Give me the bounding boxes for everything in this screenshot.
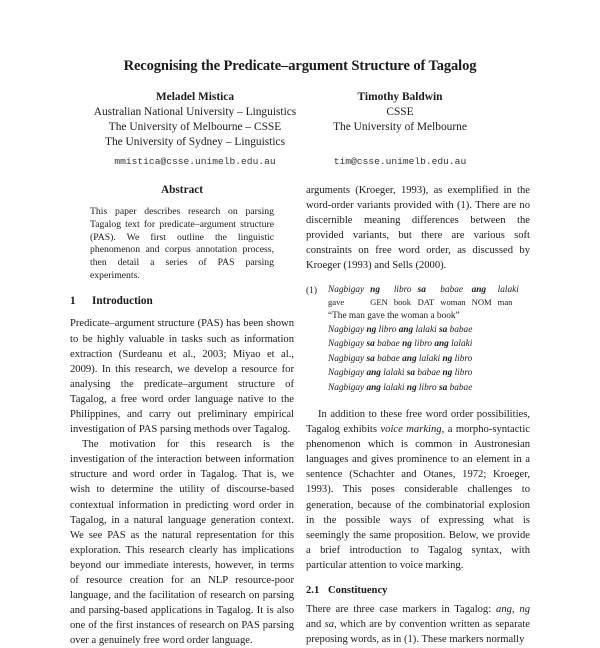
gloss-word: libro xyxy=(393,284,412,295)
body-paragraph: arguments (Kroeger, 1993), as exemplified in the word-order variants provided with (1). There are no discernible meaning differences between the provided variants, but there are various soft constraints on free word order, as discussed by Kroeger (1993) and Sells (2000). xyxy=(306,185,530,272)
example-number: (1) xyxy=(306,285,318,296)
author-block-1 xyxy=(70,90,320,169)
gloss-label: gave xyxy=(328,297,345,308)
author-affiliation: Australian National University – Linguistics xyxy=(93,106,297,118)
author-email: mmistica@csse.unimelb.edu.au xyxy=(114,156,276,167)
subsection-number: 2.1 xyxy=(306,585,320,597)
interlinear-gloss xyxy=(328,284,525,309)
body-paragraph: In addition to these free word order possibilities, Tagalog exhibits voice marking, a morpho-syntactic phenomenon which is common in Austronesian languages and gives prominence to an element in a sentence (Schachter and Otanes, 1972; Kroeger, 1993). This poses considerable challenges to generation, because of the combinatorial explosion in the possible ways of expressing what is seemingly the same proposition. Below, we provide a brief introduction to Tagalog syntax, with particular attention to voice marking. xyxy=(306,409,530,571)
author-affiliation: CSSE xyxy=(386,106,414,118)
author-affiliation: The University of Melbourne xyxy=(333,121,467,133)
paper-title: Recognising the Predicate–argument Structure of Tagalog xyxy=(123,58,477,74)
gloss-word: ng xyxy=(370,284,380,295)
section-title: Introduction xyxy=(92,295,153,308)
subsection-title: Constituency xyxy=(328,585,388,597)
word-order-variant: Nagbigay ang lalaki ng libro sa babae xyxy=(328,382,473,393)
gloss-label: man xyxy=(497,297,513,308)
abstract-text: This paper describes research on parsing Tagalog text for predicate–argument structure (PAS). We first outline the linguistic phenomenon and corpus annotation process, then detail a series of PAS parsing experiments. xyxy=(90,206,274,281)
body-paragraph: There are three case markers in Tagalog: ang, ng and sa, which are by convention written as separate preposing words, as in (1). These markers normally xyxy=(306,604,531,646)
gloss-label: book xyxy=(393,297,412,308)
gloss-word: ang xyxy=(471,284,487,295)
emphasis-term: voice marking xyxy=(380,424,442,436)
body-paragraph: The motivation for this research is the investigation of the interaction between information structure and word order in Tagalog. That is, we wish to determine the utility of discourse-based contextual information in predicting word order in Tagalog, in a natural language generation context. We see PAS as the natural representation for this exploration. This research clearly has implications beyond our immediate interests, however, in terms of resource creation for an NLP resource-poor language, and the facilitation of research on parsing and parsing-based applications in Tagalog. It is also one of the first instances of research on PAS parsing over a genuinely free word order language. xyxy=(70,439,294,647)
author-name: Meladel Mistica xyxy=(155,91,235,103)
author-affiliation: The University of Melbourne – CSSE xyxy=(108,121,282,133)
author-block-2 xyxy=(300,90,500,169)
author-email: tim@csse.unimelb.edu.au xyxy=(333,156,467,167)
section-heading xyxy=(70,294,294,309)
word-order-variant: Nagbigay ng libro ang lalaki sa babae xyxy=(328,324,473,335)
gloss-word: lalaki xyxy=(497,284,519,295)
author-affiliation: The University of Sydney – Linguistics xyxy=(104,136,285,148)
gloss-label: GEN xyxy=(370,297,388,308)
left-column xyxy=(70,183,294,648)
subsection-heading xyxy=(306,583,530,598)
gloss-label: NOM xyxy=(471,297,492,308)
section-number: 1 xyxy=(70,295,76,308)
gloss-label: woman xyxy=(440,297,466,308)
word-order-variant: Nagbigay sa babae ang lalaki ng libro xyxy=(328,353,473,364)
right-column xyxy=(306,183,530,647)
word-order-variant: Nagbigay sa babae ng libro ang lalaki xyxy=(328,339,473,350)
gloss-label: DAT xyxy=(417,297,435,308)
gloss-word: Nagbigay xyxy=(328,284,365,295)
body-paragraph: Predicate–argument structure (PAS) has been shown to be highly valuable in tasks such as information extraction (Surdeanu et al., 2003; Miyao et al., 2009). In this research, we develop a resource for analysing the predicate–argument structure of Tagalog, a free word order language native to the Philippines, and carry out preliminary empirical investigation of PAS parsing methods over Tagalog. xyxy=(70,318,294,436)
abstract-heading: Abstract xyxy=(160,184,204,196)
gloss-word: sa xyxy=(417,284,426,295)
gloss-word: babae xyxy=(440,284,464,295)
example-translation: “The man gave the woman a book” xyxy=(328,310,460,321)
word-order-variant: Nagbigay ang lalaki sa babae ng libro xyxy=(328,368,473,379)
example-1 xyxy=(306,284,530,395)
author-name: Timothy Baldwin xyxy=(357,91,443,103)
